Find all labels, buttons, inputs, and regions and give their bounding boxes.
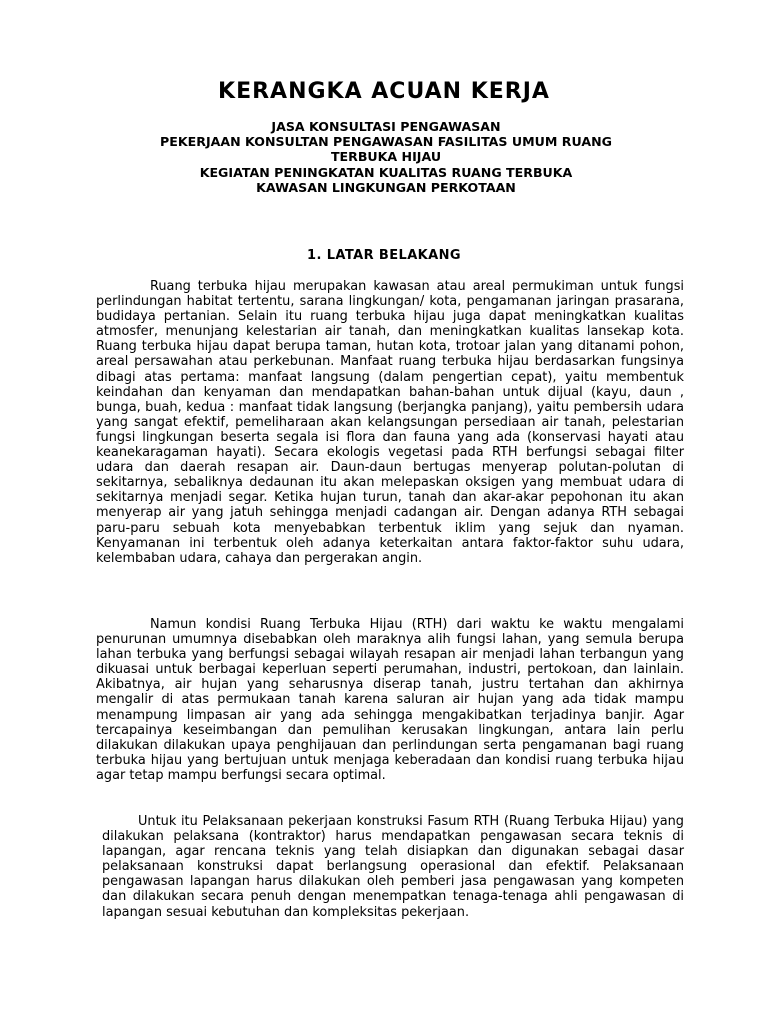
subtitle-line: TERBUKA HIJAU: [330, 149, 442, 165]
document-subtitle: [96, 119, 676, 195]
subtitle-line: PEKERJAAN KONSULTAN PENGAWASAN FASILITAS UMUM RUANG: [160, 134, 612, 150]
body-paragraph: [102, 814, 684, 920]
body-paragraph-text: Untuk itu Pelaksanaan pekerjaan konstruksi Fasum RTH (Ruang Terbuka Hijau) yang dilakukan pelaksana (kontraktor) harus mendapatkan pengawasan secara teknis di lapangan, agar rencana teknis yang telah disiapkan dan digunakan sebagai dasar pelaksanaan konstruksi dapat berlangsung operasional dan efektif. Pelaksanaan pengawasan lapangan harus dilakukan oleh pemberi jasa pengawasan yang kompeten dan dilakukan secara penuh dengan menempatkan tenaga-tenaga ahli pengawasan di lapangan sesuai kebutuhan dan kompleksitas pekerjaan.: [102, 814, 684, 920]
subtitle-line: KAWASAN LINGKUNGAN PERKOTAAN: [256, 179, 516, 195]
section-heading: 1. LATAR BELAKANG: [307, 248, 461, 263]
body-paragraph: Ruang terbuka hijau merupakan kawasan atau areal permukiman untuk fungsi perlindungan habitat tertentu, sarana lingkungan/ kota, pengamanan jaringan prasarana, budidaya pertanian. Selain itu ruang terbuka hijau juga dapat meningkatkan kualitas atmosfer, menunjang kelestarian air tanah, dan meningkatkan kualitas lansekap kota. Ruang terbuka hijau dapat berupa taman, hutan kota, trotoar jalan yang ditanami pohon, areal persawahan atau perkebunan. Manfaat ruang terbuka hijau berdasarkan fungsinya dibagi atas pertama: manfaat langsung (dalam pengertian cepat), yaitu membentuk keindahan dan kenyaman dan mendapatkan bahan-bahan untuk dijual (kayu, daun , bunga, buah, kedua : manfaat tidak langsung (berjangka panjang), yaitu pembersih udara yang sangat efektif, pemeliharaan akan kelangsungan persediaan air tanah, pelestarian fungsi lingkungan beserta segala isi flora dan fauna yang ada (konservasi hayati atau keanekaragaman hayati). Secara ekologis vegetasi pada RTH berfungsi sebagai filter udara dan daerah resapan air. Daun-daun bertugas menyerap polutan-polutan di sekitarnya, sebaliknya dedaunan itu akan melepaskan oksigen yang membuat udara di sekitarnya menjadi segar. Ketika hujan turun, tanah dan akar-akar pepohonan itu akan menyerap air yang jatuh sehingga menjadi cadangan air. Dengan adanya RTH sebagai paru-paru sebuah kota menyebabkan terbentuk iklim yang sejuk dan nyaman. Kenyamanan ini terbentuk oleh adanya keterkaitan antara faktor-faktor suhu udara, kelembaban udara, cahaya dan pergerakan angin.: [96, 279, 684, 566]
body-paragraph: Namun kondisi Ruang Terbuka Hijau (RTH) dari waktu ke waktu mengalami penurunan umumnya disebabkan oleh maraknya alih fungsi lahan, yang semula berupa lahan terbuka yang berfungsi sebagai wilayah resapan air menjadi lahan terbangun yang dikuasai untuk berbagai keperluan seperti perumahan, industri, pertokoan, dan lainlain. Akibatnya, air hujan yang seharusnya diserap tanah, justru tertahan dan akhirnya mengalir di atas permukaan tanah karena saluran air hujan yang ada tidak mampu menampung limpasan air yang ada sehingga mengakibatkan terjadinya banjir. Agar tercapainya keseimbangan dan pemulihan kerusakan lingkungan, antara lain perlu dilakukan dilakukan upaya penghijauan dan perlindungan serta pengamanan bagi ruang terbuka hijau yang bertujuan untuk menjaga keberadaan dan kondisi ruang terbuka hijau agar tetap mampu berfungsi secara optimal.: [96, 617, 684, 783]
subtitle-line: KEGIATAN PENINGKATAN KUALITAS RUANG TERBUKA: [199, 164, 573, 180]
subtitle-line: JASA KONSULTASI PENGAWASAN: [271, 119, 501, 134]
document-title: KERANGKA ACUAN KERJA: [218, 79, 550, 104]
